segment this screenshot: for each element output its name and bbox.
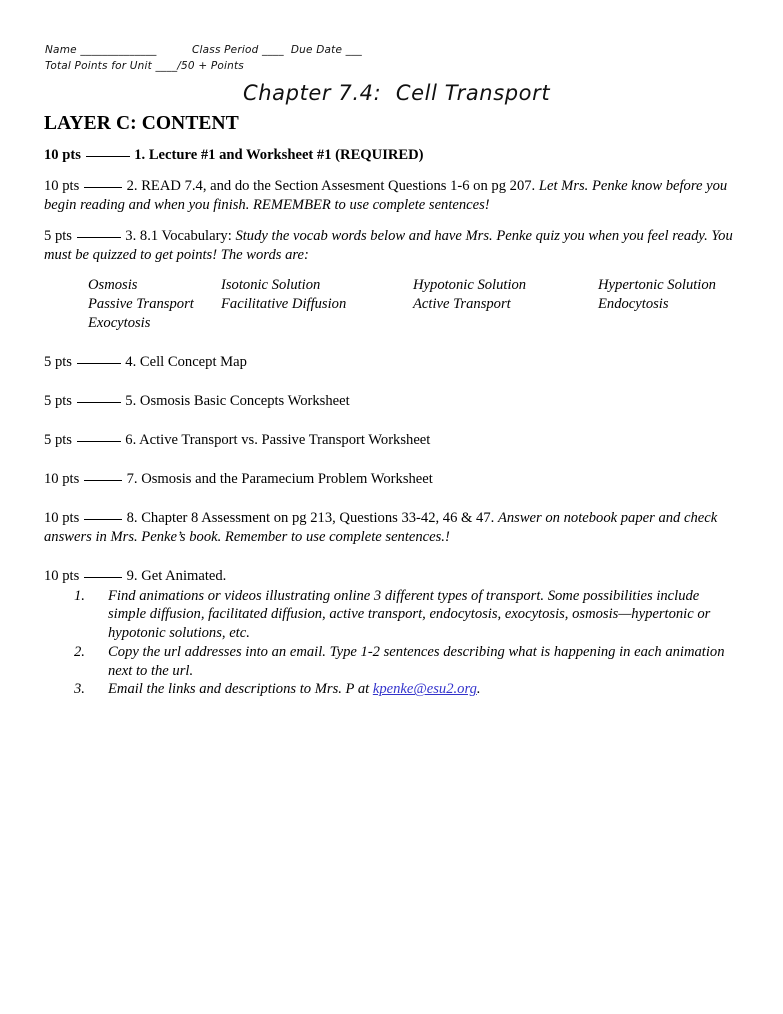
list-item [74, 643, 734, 681]
vocabulary-term: Hypertonic Solution [598, 276, 716, 293]
points-blank[interactable] [84, 577, 122, 578]
points-blank[interactable] [77, 441, 121, 442]
list-marker: 1. [74, 587, 85, 604]
item-number: 2. [126, 177, 138, 194]
list-item [74, 587, 734, 643]
item-points: 10 pts [44, 177, 80, 194]
list-item [74, 680, 734, 699]
item-number: 4. [125, 353, 137, 370]
list-item [44, 470, 734, 489]
item-points: 5 pts [44, 353, 72, 370]
item-text: Osmosis and the Paramecium Problem Worksheet [141, 470, 433, 487]
item-points: 10 pts [44, 509, 80, 526]
list-item [44, 227, 734, 265]
list-item-text: Email the links and descriptions to Mrs. P at [108, 681, 373, 698]
item-number: 1. [134, 147, 146, 163]
list-item [44, 392, 734, 411]
item-number: 3. [125, 227, 137, 244]
list-item-text: Find animations or videos illustrating online 3 different types of transport. Some possibilities include simple diffusion, facilitated diffusion, active transport, endocytosis, exocytosis, osmosis—hypertonic or hypotonic solutions, etc. [108, 587, 711, 642]
vocabulary-term: Osmosis [88, 276, 138, 293]
vocabulary-row [88, 295, 734, 314]
item-points: 5 pts [44, 392, 72, 409]
points-blank[interactable] [86, 156, 130, 157]
item-text: Active Transport vs. Passive Transport Worksheet [139, 431, 431, 448]
content-list [44, 146, 734, 699]
student-info-line: Name ______________ Class Period ____ Due Date ___ [45, 44, 363, 56]
item-text: Chapter 8 Assessment on pg 213, Questions 33-42, 46 & 47. [141, 509, 495, 526]
item-number: 7. [126, 470, 138, 487]
list-item [44, 509, 734, 547]
vocabulary-term: Exocytosis [88, 314, 151, 331]
item-note: Study the vocab words below and have Mrs. Penke quiz you when you feel ready. You must be quizzed to get points! The words are: [44, 227, 733, 263]
points-blank[interactable] [77, 402, 121, 403]
item-text: 8.1 Vocabulary: [139, 227, 232, 244]
item-points: 10 pts [44, 470, 80, 487]
item-number: 5. [125, 392, 137, 409]
vocabulary-term: Passive Transport [88, 295, 194, 312]
page-title: Chapter 7.4: Cell Transport [243, 81, 551, 105]
vocabulary-grid [44, 276, 734, 333]
list-item [44, 177, 734, 215]
vocabulary-term: Isotonic Solution [221, 276, 321, 293]
item-note: Let Mrs. Penke know before you begin reading and when you finish. REMEMBER to use complete sentences! [44, 177, 728, 213]
layer-heading: LAYER C: CONTENT [44, 113, 239, 134]
item-number: 9. [126, 567, 138, 584]
list-item [44, 146, 734, 165]
vocabulary-term: Facilitative Diffusion [221, 295, 347, 312]
item-note: Answer on notebook paper and check answers in Mrs. Penke’s book. Remember to use complete sentences.! [44, 509, 718, 545]
points-blank[interactable] [84, 519, 122, 520]
points-blank[interactable] [84, 187, 122, 188]
vocabulary-row [88, 314, 734, 333]
item-text: Cell Concept Map [139, 353, 247, 370]
points-blank[interactable] [84, 480, 122, 481]
item-text: Get Animated. [141, 567, 227, 584]
list-marker: 3. [74, 681, 85, 698]
vocabulary-term: Hypotonic Solution [413, 276, 527, 293]
item-text: Osmosis Basic Concepts Worksheet [139, 392, 350, 409]
item-text: Lecture #1 and Worksheet #1 (REQUIRED) [148, 147, 424, 163]
vocabulary-term: Endocytosis [598, 295, 669, 312]
item-points: 5 pts [44, 227, 72, 244]
item-points: 10 pts [44, 567, 80, 584]
animation-steps-list [44, 587, 734, 700]
vocabulary-row [88, 276, 734, 295]
item-text: READ 7.4, and do the Section Assesment Questions 1-6 on pg 207. [141, 177, 536, 194]
list-item [44, 567, 734, 586]
list-item [44, 431, 734, 450]
item-points: 5 pts [44, 431, 72, 448]
item-number: 6. [125, 431, 137, 448]
list-item-text: Copy the url addresses into an email. Type 1-2 sentences describing what is happening in each animation next to the url. [108, 643, 725, 679]
list-item [44, 353, 734, 372]
points-blank[interactable] [77, 237, 121, 238]
total-points-line: Total Points for Unit ____/50 + Points [45, 60, 244, 72]
email-link[interactable]: kpenke@esu2.org [372, 681, 477, 698]
list-marker: 2. [74, 643, 85, 660]
points-blank[interactable] [77, 363, 121, 364]
list-item-text-tail: . [476, 681, 481, 698]
vocabulary-term: Active Transport [413, 295, 511, 312]
item-number: 8. [126, 509, 138, 526]
item-points: 10 pts [44, 147, 81, 163]
